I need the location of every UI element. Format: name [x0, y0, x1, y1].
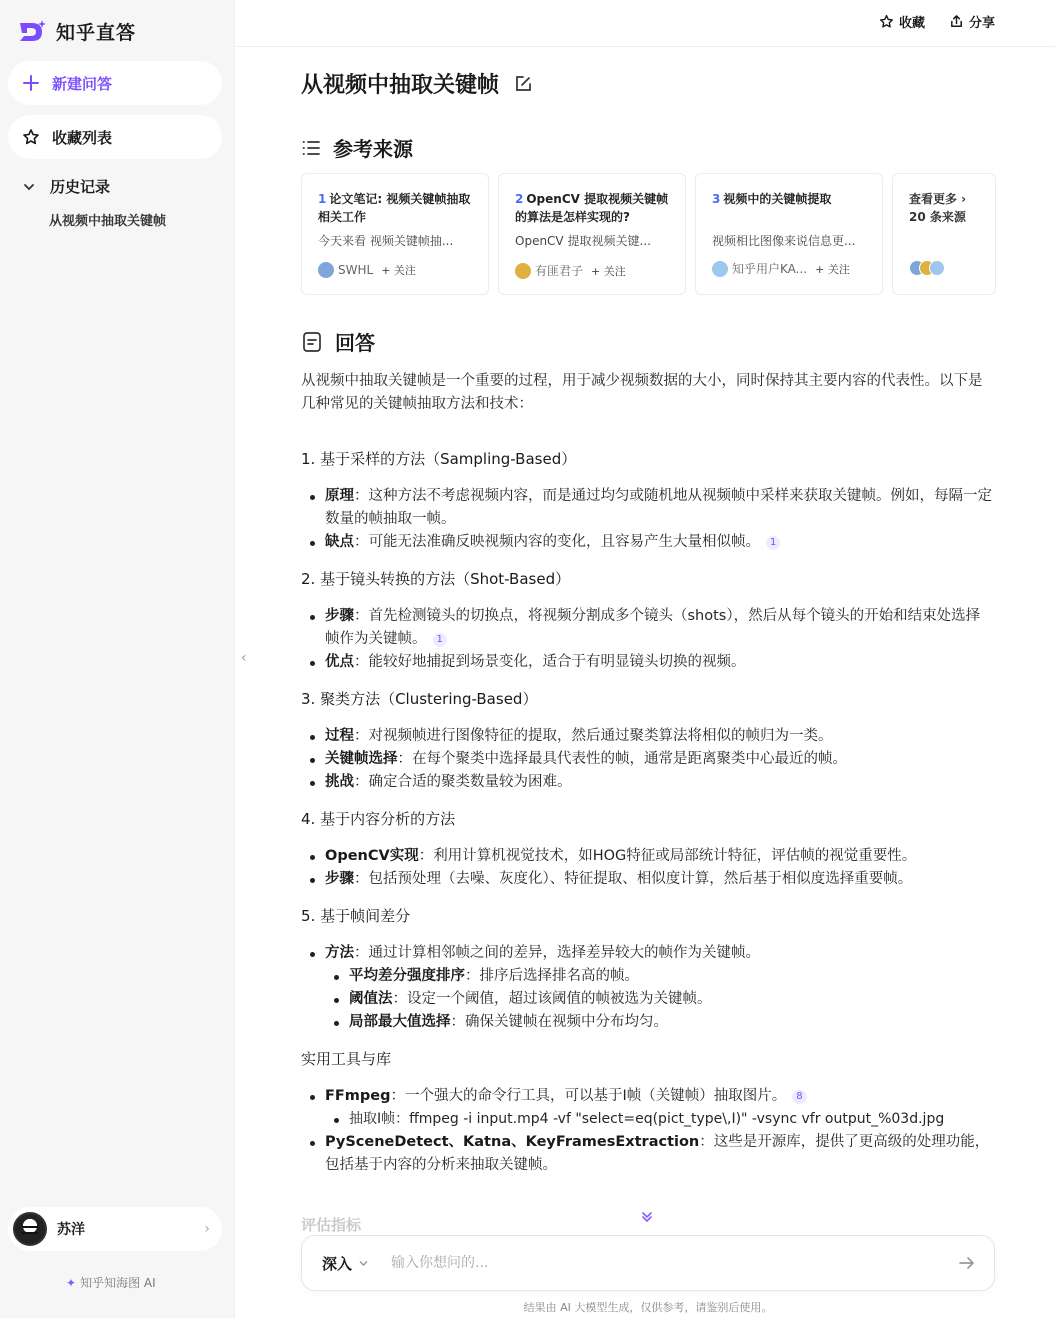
sidebar: [0, 0, 235, 1318]
author-avatar: [515, 263, 531, 279]
next-section-title: 评估指标: [301, 1216, 362, 1234]
item-label: 挑战: [325, 774, 354, 790]
user-name: 苏洋: [57, 1222, 85, 1238]
new-question-label: 新建问答: [52, 74, 113, 93]
footer-brand-label: 知乎知海图 AI: [80, 1276, 156, 1290]
favorites-label: 收藏列表: [52, 128, 113, 147]
plus-icon: [22, 74, 40, 92]
share-label: 分享: [968, 16, 995, 31]
list-item: [301, 605, 993, 651]
source-number: 2: [515, 192, 524, 206]
list-item: [301, 531, 993, 554]
citation-badge[interactable]: 1: [433, 633, 447, 647]
item-label: 过程: [325, 728, 354, 744]
item-label: PySceneDetect、Katna、KeyFramesExtraction: [325, 1134, 700, 1150]
collapse-sidebar-icon[interactable]: ‹: [241, 650, 247, 666]
list-item: [301, 748, 993, 771]
source-author: 知乎用户KA...: [732, 262, 808, 276]
answer-heading-text: 回答: [335, 331, 375, 355]
share-icon: [949, 14, 964, 29]
item-label: 缺点: [325, 534, 354, 550]
list-item: [301, 771, 993, 794]
source-number: 1: [318, 192, 327, 206]
source-card[interactable]: [695, 173, 883, 295]
sub-list: [325, 965, 993, 1034]
avatar: [13, 1212, 47, 1246]
history-label: 历史记录: [50, 178, 111, 196]
bullet-list: [301, 485, 993, 554]
collect-label: 收藏: [898, 16, 925, 31]
item-text: ：在每个聚类中选择最具代表性的帧，通常是距离聚类中心最近的帧。: [397, 751, 847, 767]
logo-icon: [18, 19, 48, 45]
answer-body: [301, 370, 993, 1191]
list-item: [301, 868, 993, 891]
document-icon: [301, 331, 323, 353]
question-input-bar: [301, 1235, 995, 1291]
source-author: SWHL: [338, 263, 374, 277]
brand-logo[interactable]: [18, 18, 136, 45]
source-card[interactable]: [301, 173, 489, 295]
item-label: 步骤: [325, 871, 354, 887]
item-text: ：排序后选择排名高的帧。: [465, 968, 639, 984]
mode-label: 深入: [322, 1254, 353, 1273]
top-toolbar: [879, 12, 995, 31]
section-title: 3. 聚类方法（Clustering-Based）: [301, 690, 538, 708]
avatar-stack: [909, 260, 939, 276]
ai-disclaimer: 结果由 AI 大模型生成，仅供参考，请鉴别后使用。: [523, 1301, 773, 1314]
list-item: [325, 965, 993, 988]
item-text: ：包括预处理（去噪、灰度化）、特征提取、相似度计算，然后基于相似度选择重要帧。: [354, 871, 913, 887]
favorites-button[interactable]: [8, 115, 222, 159]
list-item: [301, 725, 993, 748]
bullet-list: [301, 942, 993, 1034]
avatar: [929, 260, 945, 276]
source-number: 3: [712, 192, 721, 206]
list-item: [325, 988, 993, 1011]
star-icon: [22, 128, 40, 146]
item-label: 关键帧选择: [325, 751, 398, 767]
follow-button[interactable]: + 关注: [815, 262, 850, 276]
item-label: 局部最大值选择: [349, 1014, 451, 1030]
item-text: ：这些是开源库，提供了更高级的处理功能，包括基于内容的分析来抽取关键帧。: [325, 1134, 990, 1173]
history-item[interactable]: 从视频中抽取关键帧: [49, 214, 167, 229]
source-snippet: 今天来看 视频关键帧抽...: [318, 234, 454, 248]
item-label: 原理: [325, 488, 354, 504]
section-title: 实用工具与库: [301, 1050, 392, 1068]
edit-icon[interactable]: [513, 74, 533, 94]
item-text: ：能较好地捕捉到场景变化，适合于有明显镜头切换的视频。: [354, 654, 746, 670]
bullet-list: [301, 1085, 993, 1177]
page-title: [301, 68, 533, 99]
page-title-text: 从视频中抽取关键帧: [301, 73, 500, 98]
more-sources-card[interactable]: [892, 173, 996, 295]
source-card-title: [712, 190, 868, 226]
item-text: ：确定合适的聚类数量较为困难。: [354, 774, 572, 790]
citation-badge[interactable]: 8: [792, 1090, 806, 1104]
source-card[interactable]: [498, 173, 686, 295]
list-item: [301, 1131, 993, 1177]
question-input[interactable]: [391, 1255, 958, 1271]
bullet-list: [301, 725, 993, 794]
list-item: [301, 651, 993, 674]
source-card-title: [318, 190, 474, 226]
sources-heading-text: 参考来源: [333, 137, 413, 161]
item-text: ：利用计算机视觉技术，如HOG特征或局部统计特征，评估帧的视觉重要性。: [418, 848, 917, 864]
mode-selector[interactable]: [322, 1253, 369, 1274]
history-toggle[interactable]: [22, 176, 110, 197]
list-icon: [301, 138, 321, 158]
collect-button[interactable]: [879, 12, 925, 31]
brand-name: 知乎直答: [56, 22, 137, 44]
sources-heading: [301, 133, 413, 162]
source-cards: [301, 173, 996, 295]
item-text: ：通过计算相邻帧之间的差异，选择差异较大的帧作为关键帧。: [354, 945, 760, 961]
item-label: 步骤: [325, 608, 354, 624]
share-button[interactable]: [949, 12, 995, 31]
item-text: ：可能无法准确反映视频内容的变化，且容易产生大量相似帧。: [354, 534, 760, 550]
item-text: ：首先检测镜头的切换点，将视频分割成多个镜头（shots），然后从每个镜头的开始和结束处选择帧作为关键帧。: [325, 608, 981, 647]
chevron-right-icon: ›: [204, 1221, 210, 1237]
double-chevron-icon: [640, 1210, 654, 1224]
item-label: 优点: [325, 654, 354, 670]
source-author-row: [318, 262, 416, 278]
star-icon: [879, 14, 894, 29]
item-text: ：确保关键帧在视频中分布均匀。: [450, 1014, 668, 1030]
item-text: ：对视频帧进行图像特征的提取，然后通过聚类算法将相似的帧归为一类。: [354, 728, 833, 744]
source-author-row: [515, 262, 626, 279]
list-item: [325, 1011, 993, 1034]
list-item: [301, 845, 993, 868]
citation-badge[interactable]: 1: [766, 536, 780, 550]
section-title: 4. 基于内容分析的方法: [301, 810, 456, 828]
chevron-down-icon: [358, 1258, 369, 1269]
follow-button[interactable]: + 关注: [591, 264, 626, 278]
item-text: 抽取I帧：ffmpeg -i input.mp4 -vf "select=eq(pict_type\,I)" -vsync vfr output_%03d.jpg: [349, 1111, 945, 1127]
source-author: 有匪君子: [535, 264, 584, 278]
list-item: [301, 1085, 993, 1131]
source-title: OpenCV 提取视频关键帧的算法是怎样实现的?: [515, 192, 669, 224]
source-card-title: [515, 190, 671, 226]
item-label: OpenCV实现: [325, 848, 419, 864]
item-text: ：设定一个阈值，超过该阈值的帧被选为关键帧。: [392, 991, 712, 1007]
author-avatar: [318, 262, 334, 278]
source-snippet: 视频相比图像来说信息更...: [712, 234, 856, 248]
section-title: 5. 基于帧间差分: [301, 907, 411, 925]
item-text: ：一个强大的命令行工具，可以基于I帧（关键帧）抽取图片。: [390, 1088, 787, 1104]
item-label: 阈值法: [349, 991, 393, 1007]
source-snippet: OpenCV 提取视频关键...: [515, 234, 651, 248]
source-author-row: [712, 260, 850, 277]
send-arrow-icon[interactable]: [958, 1254, 976, 1272]
sparkle-icon: ✦: [66, 1275, 77, 1290]
bullet-list: [301, 845, 993, 891]
sub-list: [325, 1108, 993, 1131]
new-question-button[interactable]: [8, 61, 222, 105]
bullet-list: [301, 605, 993, 674]
source-title: 论文笔记: 视频关键帧抽取相关工作: [318, 192, 471, 224]
item-label: 方法: [325, 945, 354, 961]
list-item: [301, 942, 993, 1034]
chevron-down-icon: [22, 180, 36, 194]
source-title: 视频中的关键帧提取: [723, 192, 832, 206]
more-sources-count: 20 条来源: [909, 210, 966, 224]
footer-brand: [66, 1274, 156, 1291]
header-divider: [235, 46, 1055, 47]
answer-heading: [301, 327, 375, 356]
answer-intro: 从视频中抽取关键帧是一个重要的过程，用于减少视频数据的大小，同时保持其主要内容的代表性。以下是几种常见的关键帧抽取方法和技术：: [301, 373, 983, 412]
more-sources-label: 查看更多 ›: [909, 192, 967, 206]
item-label: FFmpeg: [325, 1088, 391, 1104]
author-avatar: [712, 261, 728, 277]
item-label: 平均差分强度排序: [349, 968, 465, 984]
list-item: [325, 1108, 993, 1131]
list-item: [301, 485, 993, 531]
user-profile-button[interactable]: [8, 1207, 222, 1251]
follow-button[interactable]: + 关注: [381, 264, 416, 277]
section-title: 2. 基于镜头转换的方法（Shot-Based）: [301, 570, 571, 588]
item-text: ：这种方法不考虑视频内容，而是通过均匀或随机地从视频帧中采样来获取关键帧。例如，每隔一定数量的帧抽取一帧。: [325, 488, 992, 527]
section-title: 1. 基于采样的方法（Sampling-Based）: [301, 450, 577, 468]
scroll-down-icon[interactable]: [640, 1210, 654, 1228]
